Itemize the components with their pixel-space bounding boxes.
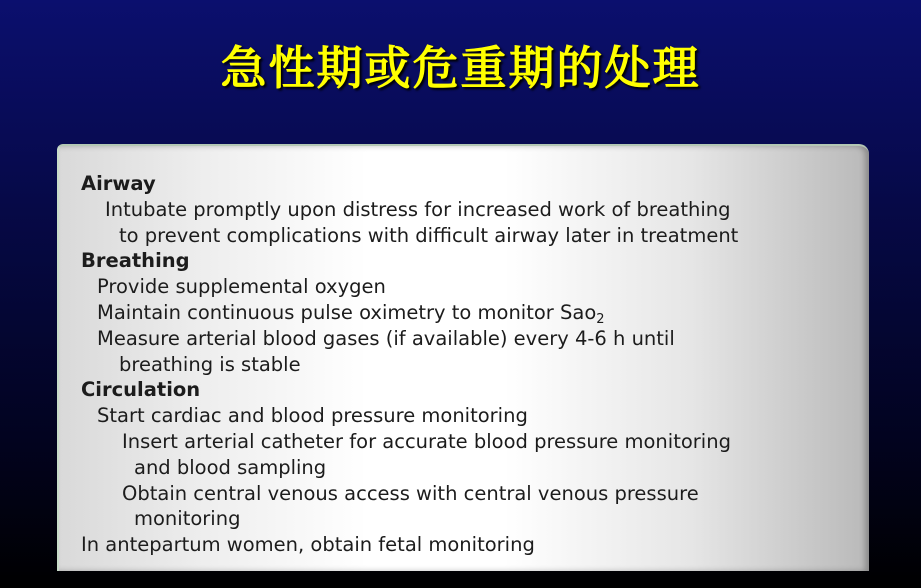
airway-line: Intubate promptly upon distress for increased work of breathing xyxy=(105,197,731,221)
breathing-line: breathing is stable xyxy=(119,352,301,376)
circulation-line: and blood sampling xyxy=(134,455,327,479)
slide-title: 急性期或危重期的处理 xyxy=(220,41,701,95)
circulation-line: Obtain central venous access with central venous pressure xyxy=(122,481,699,505)
content-text xyxy=(81,171,849,558)
breathing-line xyxy=(81,300,849,326)
circulation-line: Start cardiac and blood pressure monitoring xyxy=(97,404,528,428)
circulation-line: monitoring xyxy=(134,507,241,531)
breathing-heading: Breathing xyxy=(81,249,190,273)
breathing-line: Provide supplemental oxygen xyxy=(97,275,386,299)
content-card xyxy=(57,144,869,571)
circulation-line: Insert arterial catheter for accurate blood pressure monitoring xyxy=(122,429,731,453)
breathing-line: Measure arterial blood gases (if available) every 4-6 h until xyxy=(97,326,675,350)
circulation-heading: Circulation xyxy=(81,378,201,402)
oxygen-subscript: 2 xyxy=(596,311,605,327)
airway-heading: Airway xyxy=(81,172,156,195)
airway-line: to prevent complications with difficult airway later in treatment xyxy=(119,223,739,247)
oximetry-text: Maintain continuous pulse oximetry to monitor Sao xyxy=(97,300,597,324)
fetal-monitoring-line: In antepartum women, obtain fetal monitoring xyxy=(81,533,535,557)
